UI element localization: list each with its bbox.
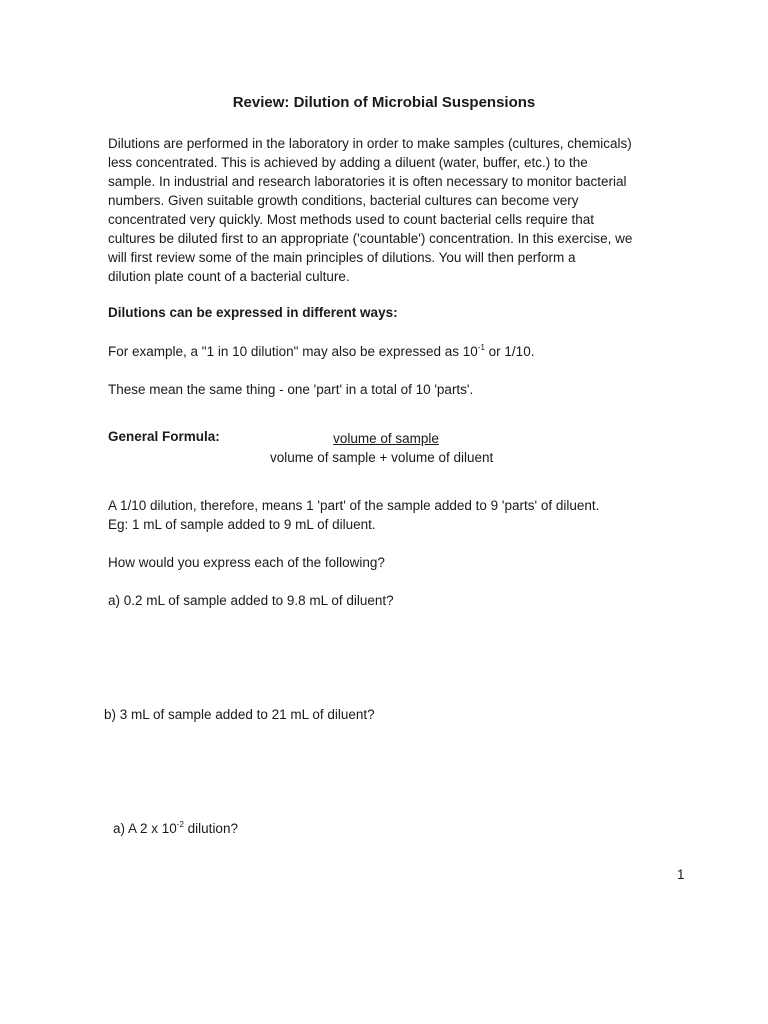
question-a: a) 0.2 mL of sample added to 9.8 mL of diluent? bbox=[108, 593, 394, 608]
intro-line: Dilutions are performed in the laboratory in order to make samples (cultures, chemicals) bbox=[108, 136, 632, 151]
question-c-prefix: a) A 2 x 10 bbox=[113, 821, 177, 836]
explanation-line: Eg: 1 mL of sample added to 9 mL of diluent. bbox=[108, 517, 376, 532]
intro-paragraph bbox=[108, 134, 668, 286]
formula-denominator: volume of sample + volume of diluent bbox=[270, 450, 494, 465]
example-suffix: or 1/10. bbox=[484, 344, 535, 359]
example-line bbox=[108, 342, 534, 361]
section-heading: Dilutions can be expressed in different ways: bbox=[108, 305, 398, 320]
formula-numerator: volume of sample bbox=[333, 431, 439, 446]
question-b: b) 3 mL of sample added to 21 mL of diluent? bbox=[104, 707, 375, 722]
intro-line: sample. In industrial and research laboratories it is often necessary to monitor bacterial bbox=[108, 174, 627, 189]
explanation-line: A 1/10 dilution, therefore, means 1 'part' of the sample added to 9 'parts' of diluent. bbox=[108, 498, 600, 513]
intro-line: numbers. Given suitable growth conditions, bacterial cultures can become very bbox=[108, 193, 579, 208]
general-formula bbox=[270, 429, 502, 467]
intro-line: dilution plate count of a bacterial culture. bbox=[108, 269, 350, 284]
page-number: 1 bbox=[677, 867, 685, 882]
intro-line: concentrated very quickly. Most methods used to count bacterial cells require that bbox=[108, 212, 594, 227]
page-title: Review: Dilution of Microbial Suspensions bbox=[232, 94, 536, 111]
example-prefix: For example, a "1 in 10 dilution" may also be expressed as 10 bbox=[108, 344, 478, 359]
intro-line: will first review some of the main principles of dilutions. You will then perform a bbox=[108, 250, 576, 265]
intro-line: cultures be diluted first to an appropriate ('countable') concentration. In this exercise, we bbox=[108, 231, 633, 246]
example-exponent: -1 bbox=[477, 342, 485, 352]
formula-label: General Formula: bbox=[108, 429, 220, 444]
question-c-exponent: -2 bbox=[176, 819, 184, 829]
intro-line: less concentrated. This is achieved by adding a diluent (water, buffer, etc.) to the bbox=[108, 155, 588, 170]
meaning-line: These mean the same thing - one 'part' in a total of 10 'parts'. bbox=[108, 382, 474, 397]
question-c bbox=[113, 819, 238, 838]
question-prompt: How would you express each of the following? bbox=[108, 555, 385, 570]
question-c-suffix: dilution? bbox=[183, 821, 238, 836]
